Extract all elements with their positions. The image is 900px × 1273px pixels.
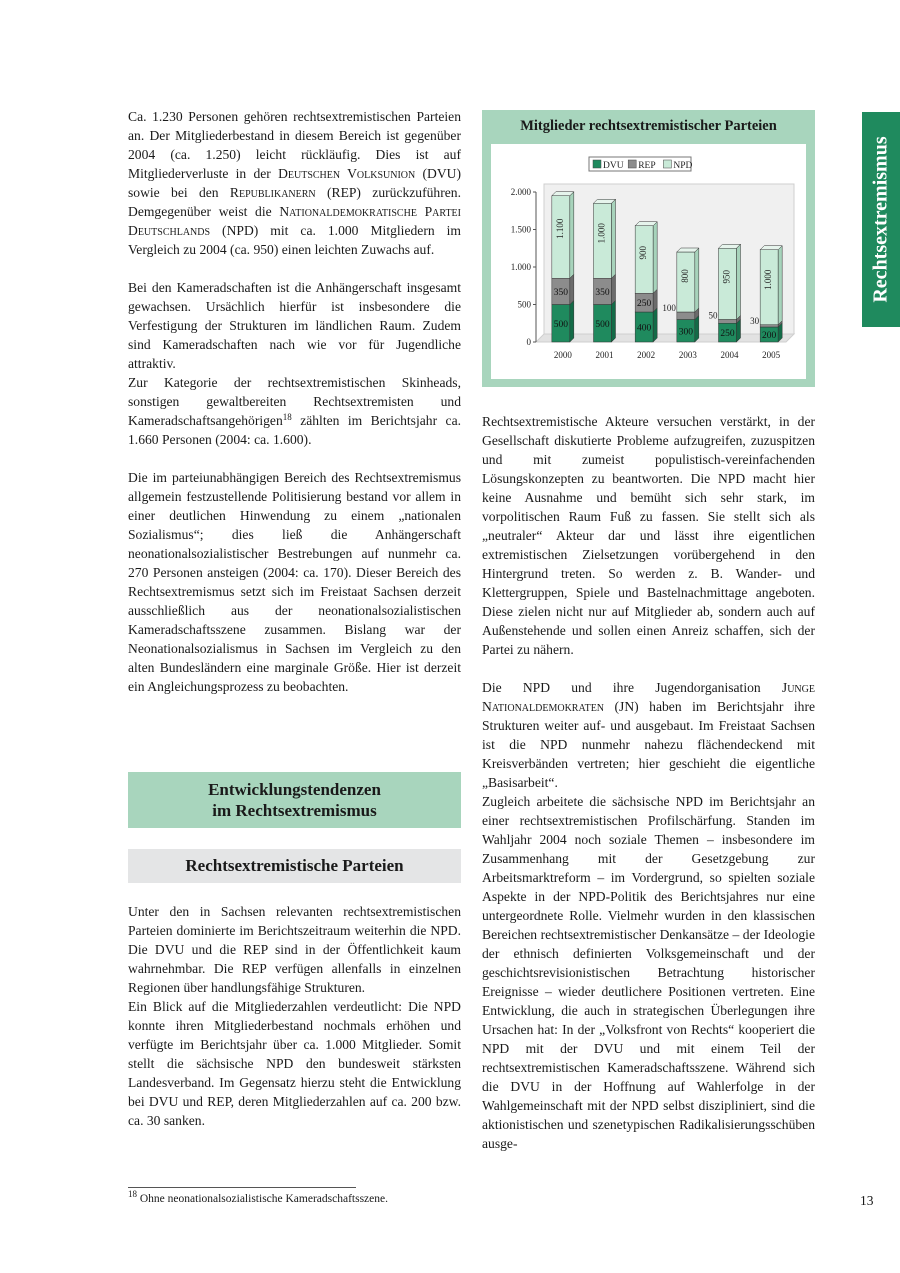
legend-swatch-npd — [663, 160, 671, 168]
y-tick-label: 1.500 — [510, 224, 531, 235]
bar-side-npd-2002 — [653, 222, 657, 294]
data-label-rep-2005: 30 — [750, 315, 760, 326]
paragraph: Die NPD und ihre Jugendorganisation Junge Nationaldemokraten (JN) haben im Berichtsjahr ihre Strukturen weiter auf- und ausgebaut. Im Freistaat Sachsen ist die NPD nunmehr nahezu flächendeckend mit Kreisverbänden vertreten; hier geschieht die eigentliche „Basisarbeit“. — [482, 680, 815, 790]
bar-rep-2004 — [719, 320, 737, 324]
bar-side-rep-2001 — [612, 274, 616, 304]
bar-side-npd-2000 — [570, 192, 574, 279]
x-tick-label: 2000 — [553, 350, 572, 360]
legend-label-npd: NPD — [673, 161, 693, 171]
bar-side-npd-2003 — [695, 248, 699, 312]
bar-top-2004 — [719, 244, 741, 248]
bar-side-dvu-2001 — [612, 301, 616, 343]
paragraph: Bei den Kameradschaften ist die Anhängerschaft insgesamt gewachsen. Ursächlich hierfür ist insbesondere die Verfestigung der Strukturen im ländlichen Raum. Zudem sind Kameradschaften nach wie vor für Jugendliche attraktiv. — [128, 280, 461, 371]
data-label-dvu-2002: 400 — [637, 323, 652, 334]
y-tick-label: 2.000 — [510, 187, 531, 197]
page-number: 13 — [860, 1193, 874, 1208]
legend-swatch-rep — [628, 160, 636, 168]
chart-floor — [536, 334, 794, 342]
data-label-npd-2003: 800 — [679, 269, 690, 283]
bar-top-2001 — [594, 199, 616, 203]
bar-side-npd-2004 — [737, 244, 741, 319]
subsection-heading: Rechtsextremistische Parteien — [128, 849, 461, 883]
x-tick-label: 2005 — [762, 350, 781, 360]
bar-top-2002 — [635, 222, 657, 226]
y-tick-label: 0 — [526, 337, 531, 347]
section-tab-label: Rechtsextremismus — [869, 136, 892, 303]
data-label-rep-2003: 100 — [662, 303, 676, 313]
data-label-npd-2001: 1.000 — [596, 223, 607, 244]
x-tick-label: 2004 — [720, 350, 739, 360]
data-label-dvu-2003: 300 — [678, 327, 693, 338]
right-column — [482, 412, 815, 1153]
y-tick-label: 1.000 — [510, 262, 531, 272]
data-label-rep-2001: 350 — [595, 287, 610, 298]
data-label-npd-2000: 1.100 — [554, 218, 565, 239]
bar-rep-2003 — [677, 312, 695, 320]
paragraph: Die im parteiunabhängigen Bereich des Rechtsextremismus allgemein festzustellende Politisierung bestand vor allem in einer deutlichen Hinwendung zu einem „nationalen Sozialismus“; dies ließ die Anhängerschaft neonationalsozialistischer Bestrebungen auf nunmehr ca. 270 Personen ansteigen (2004: ca. 170). Dieser Bereich des Rechtsextremismus setzt sich im Freistaat Sachsen derzeit ausschließlich aus der neonationalsozialistischen Kameradschaftsszene zusammen. Bislang war der Neonationalsozialismus in Sachsen im Vergleich zu den alten Bundesländern eine marginale Größe. Hier ist derzeit ein Angleichungsprozess zu beobachten. — [128, 470, 461, 694]
x-tick-label: 2001 — [595, 350, 614, 360]
data-label-dvu-2005: 200 — [762, 331, 777, 341]
data-label-dvu-2000: 500 — [553, 319, 568, 330]
data-label-npd-2005: 1.000 — [763, 269, 774, 290]
bar-rep-2005 — [760, 325, 778, 327]
x-tick-label: 2003 — [678, 350, 697, 360]
bar-side-dvu-2003 — [695, 316, 699, 343]
bar-side-npd-2005 — [778, 246, 782, 325]
section-tab — [862, 112, 900, 327]
footnote: $^{18}$ Ohne neonationalsozialistische Kameradschaftsszene. — [128, 1189, 388, 1205]
bar-top-2003 — [677, 248, 699, 252]
section-heading: Entwicklungstendenzen im Rechtsextremismus — [128, 772, 461, 828]
data-label-dvu-2001: 500 — [595, 319, 610, 330]
x-tick-label: 2002 — [637, 350, 656, 360]
legend-label-dvu: DVU — [603, 161, 624, 171]
chart-title: Mitglieder rechtsextremistischer Parteien — [520, 118, 777, 134]
data-label-rep-2004: 50 — [708, 310, 718, 321]
footnote-ref[interactable]: 18 — [282, 412, 292, 422]
left-column-bottom — [128, 902, 461, 1130]
bar-top-2000 — [552, 192, 574, 196]
bar-chart — [491, 144, 806, 379]
y-tick-label: 500 — [517, 299, 531, 310]
paragraph: Zugleich arbeitete die sächsische NPD im Berichtsjahr an einer rechtsextremistischen Profilschärfung. Standen im Wahljahr 2004 noch soziale Themen – insbesondere im Zusammenhang mit der Gesetzgebung zur Arbeitsmarktreform – im Vordergrund, so spielten soziale Aspekte in der NPD-Politik des Berichtsjahres nur eine untergeordnete Rolle. Vielmehr wurden in den klassischen Bereichen rechtsextremistischer Denkansätze – der Ideologie der ethnisch definierten Volksgemeinschaft und der geschichtsrevisionistischen Betrachtung historischer Ereignisse – wieder deutlichere Positionen vertreten. Eine Entwicklung, die auch in strategischen Überlegungen ihre Ursachen hat: In der „Volksfront von Rechts“ kooperiert die NPD mit der DVU und mit einem Teil der rechtsextremistischen Kameradschaftsszene. Während sich die DVU in der Hoffnung auf Wahlerfolge in der Wahlgemeinschaft mit der NPD selbst diszipliniert, sind die aktionistischen und szenetypischen Radikalisierungsschüben ausge- — [482, 794, 815, 1151]
chart-panel — [482, 110, 815, 387]
paragraph: Ein Blick auf die Mitgliederzahlen verdeutlicht: Die NPD konnte ihren Mitgliederbestand nochmals erhöhen und verfügte im Berichtsjahr über ca. 1.000 Mitglieder. Somit stellt die sächsische NPD den bundesweit stärksten Landesverband. Im Gegensatz hierzu steht die Entwicklung bei DVU und REP, deren Mitgliederzahlen auf ca. 200 bzw. ca. 30 sanken. — [128, 999, 461, 1128]
bar-side-rep-2000 — [570, 274, 574, 304]
legend-label-rep: REP — [638, 161, 656, 171]
left-column-top — [128, 107, 461, 696]
legend-swatch-dvu — [593, 160, 601, 168]
bar-side-dvu-2002 — [653, 308, 657, 342]
bar-top-2005 — [760, 246, 782, 250]
chart-area — [491, 144, 806, 379]
bar-side-dvu-2000 — [570, 301, 574, 343]
data-label-rep-2002: 250 — [637, 299, 652, 310]
paragraph: Zur Kategorie der rechtsextremistischen Skinheads, sonstigen gewaltbereiten Rechtsextremisten und Kameradschaftsangehörigen$^{18}$ zählten im Berichtsjahr ca. 1.660 Personen (2004: ca. 1.600). — [128, 375, 461, 447]
footnote-divider — [128, 1187, 356, 1188]
paragraph: Rechtsextremistische Akteure versuchen verstärkt, in der Gesellschaft diskutierte Probleme aufzugreifen, zuzuspitzen und mit zumeist populistisch-vereinfachenden Lösungskonzepten zu beantworten. Die NPD macht hier keine Ausnahme und bemüht sich sehr stark, im vorpolitischen Raum Fuß zu fassen. Sie stellt sich als „neutraler“ Akteur dar und lässt ihre eigentlichen extremistischen Zielsetzungen vorübergehend in den Hintergrund treten. So werden z. B. Wander- und Klettergruppen, Spiele und Bastelnachmittage angeboten. Diese zielen nicht nur auf Mitglieder ab, sondern auch auf Außenstehende und sollen einen Anreiz schaffen, sich der Partei zu nähern. — [482, 414, 815, 657]
data-label-rep-2000: 350 — [553, 287, 568, 298]
paragraph: Unter den in Sachsen relevanten rechtsextremistischen Parteien dominierte im Berichtszeitraum weiterhin die NPD. Die DVU und die REP sind in der Öffentlichkeit kaum wahrnehmbar. Die REP verfügen allenfalls in einzelnen Regionen über handlungsfähige Strukturen. — [128, 904, 461, 995]
data-label-npd-2004: 950 — [721, 270, 732, 284]
data-label-dvu-2004: 250 — [720, 329, 735, 340]
data-label-npd-2002: 900 — [638, 246, 649, 260]
bar-side-npd-2001 — [612, 199, 616, 278]
paragraph: Ca. 1.230 Personen gehören rechtsextremistischen Parteien an. Der Mitgliederbestand in diesem Bereich ist gegenüber 2004 (ca. 1.250) leicht rückläufig. Dies ist auf Mitgliederverluste in der Deutschen Volksunion (DVU) sowie bei den Republikanern (REP) zurückzuführen. Demgegenüber weist die Nationaldemokratische Partei Deutschlands (NPD) mit ca. 1.000 Mitgliedern im Vergleich zu 2004 (ca. 950) einen leichten Zuwachs auf. — [128, 109, 461, 257]
